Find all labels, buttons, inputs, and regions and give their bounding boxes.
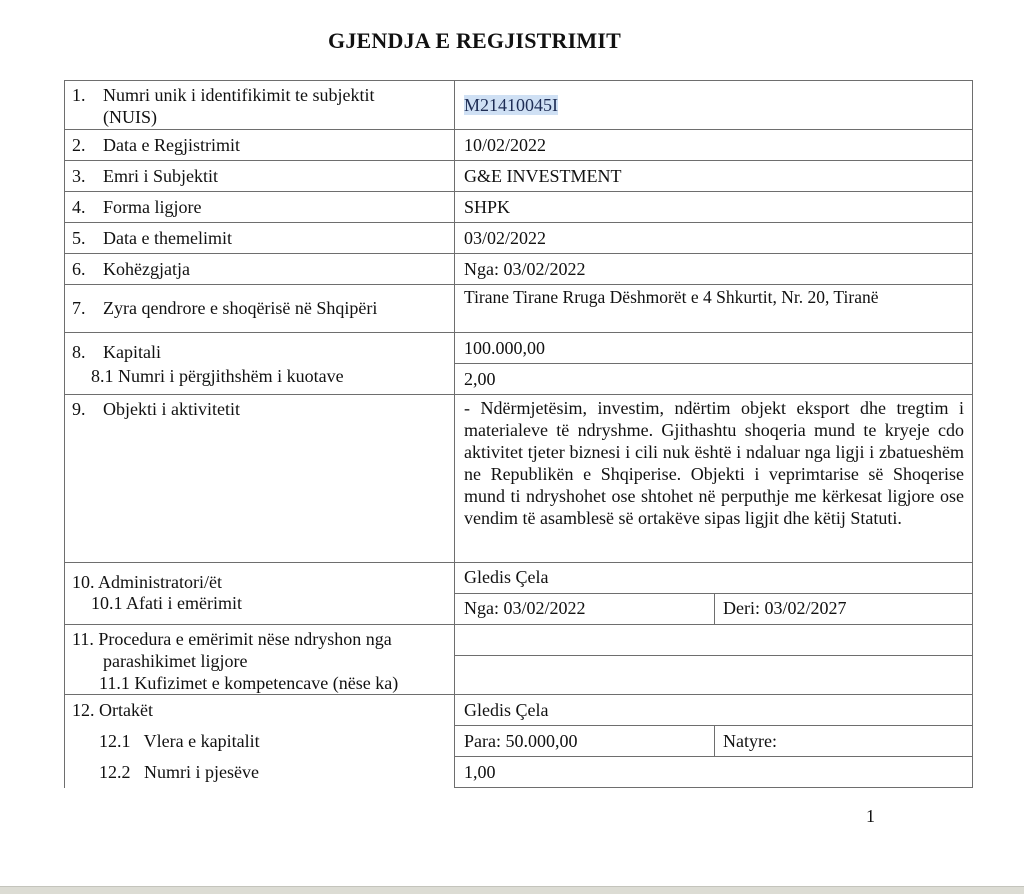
row-divider — [64, 332, 973, 333]
row-8-label — [72, 341, 161, 363]
row-6-number: 6. — [72, 259, 86, 279]
row-6-label-text: Kohëzgjatja — [103, 259, 190, 279]
capital-in-kind-value: Natyre: — [723, 731, 777, 751]
row-6-label — [72, 258, 190, 280]
row-1-number: 1. — [72, 85, 86, 105]
appointment-to-value: Deri: 03/02/2027 — [723, 598, 847, 618]
registration-date-value: 10/02/2022 — [464, 135, 547, 155]
subrow-divider — [454, 725, 973, 726]
row-7-number: 7. — [72, 298, 86, 318]
row-12-2-label: 12.2 Numri i pjesëve — [99, 762, 259, 782]
administrator-value: Gledis Çela — [464, 567, 549, 587]
row-11-label: 11. Procedura e emërimit nëse ndryshon nga — [72, 629, 392, 649]
row-8-number: 8. — [72, 342, 86, 362]
founding-date-value: 03/02/2022 — [464, 228, 547, 248]
duration-value: Nga: 03/02/2022 — [464, 259, 586, 279]
row-divider — [64, 129, 973, 130]
subrow-divider — [454, 363, 973, 364]
page-number: 1 — [866, 806, 875, 826]
column-divider — [454, 80, 455, 788]
row-divider — [64, 253, 973, 254]
table-border-bottom — [454, 787, 973, 788]
appointment-from-value: Nga: 03/02/2022 — [464, 598, 586, 618]
row-7-label — [72, 297, 377, 319]
row-2-label-text: Data e Regjistrimit — [103, 135, 240, 155]
subrow-divider — [454, 593, 973, 594]
row-4-number: 4. — [72, 197, 86, 217]
row-divider — [64, 284, 973, 285]
row-10-1-label: 10.1 Afati i emërimit — [91, 593, 242, 613]
row-11-label-line2: parashikimet ligjore — [103, 651, 248, 671]
row-4-label — [72, 196, 201, 218]
row-9-label — [72, 398, 240, 420]
subject-name-value: G&E INVESTMENT — [464, 166, 622, 186]
row-9-number: 9. — [72, 399, 86, 419]
table-border-left — [64, 80, 65, 788]
partner-value: Gledis Çela — [464, 700, 549, 720]
row-divider — [64, 222, 973, 223]
row-7-label-text: Zyra qendrore e shoqërisë në Shqipëri — [103, 298, 378, 318]
legal-form-value: SHPK — [464, 197, 511, 217]
row-2-label — [72, 134, 240, 156]
table-border-right — [972, 80, 973, 788]
row-1-label-line2: (NUIS) — [103, 107, 157, 127]
row-divider — [64, 694, 973, 695]
row-8-label-text: Kapitali — [103, 342, 161, 362]
headquarters-value: Tirane Tirane Rruga Dëshmorët e 4 Shkurtit, Nr. 20, Tiranë — [464, 287, 879, 307]
row-12-label: 12. Ortakët — [72, 700, 153, 720]
row-divider — [64, 624, 973, 625]
subrow-divider — [454, 655, 973, 656]
nuis-selected-text[interactable]: M21410045I — [464, 95, 558, 115]
row-5-label-text: Data e themelimit — [103, 228, 232, 248]
row-5-label — [72, 227, 232, 249]
row-2-number: 2. — [72, 135, 86, 155]
row-divider — [64, 191, 973, 192]
shares-count-value: 1,00 — [464, 762, 496, 782]
subcolumn-divider — [714, 725, 715, 756]
document-title: GJENDJA E REGJISTRIMIT — [328, 28, 621, 53]
activity-object-value: - Ndërmjetësim, investim, ndërtim objekt eksport dhe tregtim i materialeve të ndryshme. Gjithashtu shoqeria mund te kryeje cdo aktivitet tjeter biznesi i cili nuk është i ndaluar nga ligji i zbatueshëm ne Republikën e Shqiperise. Objekti i veprimtarise së Shoqerise mund ti ndryshohet ose shtohet në perputhje me kërkesat ligjore ose vendim të asamblesë së ortakëve sipas ligjit dhe këtij Statuti. — [464, 398, 964, 529]
row-9-label-text: Objekti i aktivitetit — [103, 399, 240, 419]
row-divider — [64, 160, 973, 161]
row-8-1-label: 8.1 Numri i përgjithshëm i kuotave — [91, 366, 344, 386]
row-divider — [64, 562, 973, 563]
row-5-number: 5. — [72, 228, 86, 248]
subcolumn-divider — [714, 593, 715, 624]
row-12-1-label: 12.1 Vlera e kapitalit — [99, 731, 260, 751]
row-1-label — [72, 84, 374, 106]
total-quotas-value: 2,00 — [464, 369, 496, 389]
subrow-divider — [454, 756, 973, 757]
nuis-value[interactable] — [464, 94, 558, 116]
row-3-label — [72, 165, 218, 187]
row-11-1-label: 11.1 Kufizimet e kompetencave (nëse ka) — [99, 673, 399, 693]
capital-value: 100.000,00 — [464, 338, 545, 358]
row-3-label-text: Emri i Subjektit — [103, 166, 218, 186]
row-divider — [64, 80, 973, 81]
row-divider — [64, 394, 973, 395]
capital-cash-value: Para: 50.000,00 — [464, 731, 578, 751]
row-10-label: 10. Administratori/ët — [72, 572, 222, 592]
row-4-label-text: Forma ligjore — [103, 197, 202, 217]
row-3-number: 3. — [72, 166, 86, 186]
row-1-label-text: Numri unik i identifikimit te subjektit — [103, 85, 375, 105]
